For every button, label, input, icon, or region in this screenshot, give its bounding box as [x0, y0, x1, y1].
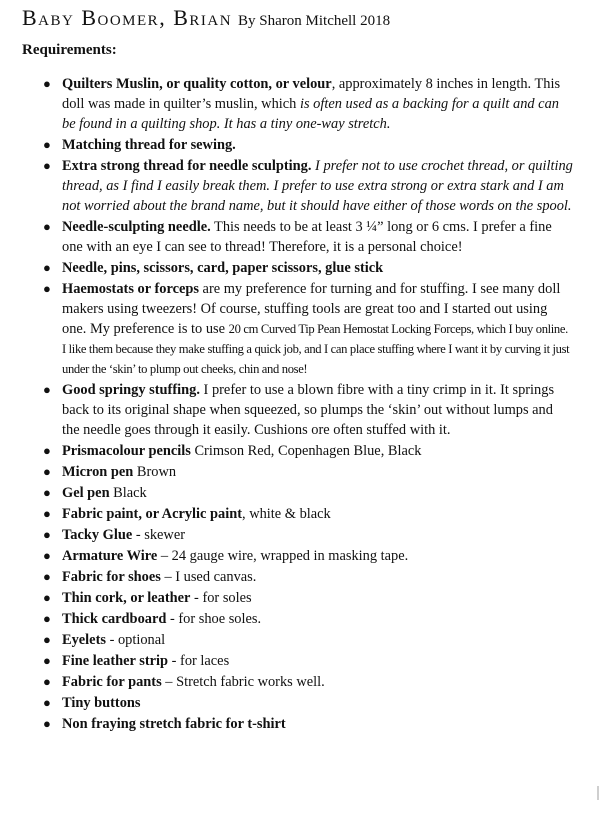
item-bold-text: Haemostats or forceps	[62, 281, 199, 297]
item-bold-text: Eyelets	[62, 632, 106, 648]
item-bold-text: Fabric for pants	[62, 674, 162, 690]
item-plain-text: – I used canvas.	[160, 569, 257, 585]
item-italic-text: I prefer not to use crochet thread, or quilting thread, as I find I easily break them. I prefer to use extra strong or extra stark and I am not worried about the brand name, but it should have either of those words on the spool.	[62, 158, 573, 214]
item-bold-text: Needle-sculpting needle.	[62, 219, 211, 235]
item-bold-text: Prismacolour pencils	[62, 443, 191, 459]
requirement-item-muslin	[43, 74, 573, 134]
requirements-list	[43, 74, 573, 735]
requirement-item-needle-pins-scissors	[43, 258, 573, 278]
bullet-icon: ●	[43, 506, 51, 521]
scan-edge-mark	[597, 786, 599, 800]
item-plain-text: Black	[109, 485, 147, 501]
requirement-item-needle-sculpting-needle	[43, 217, 573, 257]
requirement-item-thin-cork	[43, 588, 573, 608]
bullet-icon: ●	[43, 443, 51, 458]
item-bold-text: Good springy stuffing.	[62, 382, 200, 398]
bullet-icon: ●	[43, 548, 51, 563]
item-bold-text: Thin cork, or leather	[62, 590, 191, 606]
item-plain-text: - for soles	[190, 590, 252, 606]
item-plain-text: - for laces	[168, 653, 230, 669]
bullet-icon: ●	[43, 674, 51, 689]
item-bold-text: Matching thread for sewing.	[62, 137, 236, 153]
item-plain-text: Brown	[133, 464, 177, 480]
item-plain-text: , white & black	[242, 506, 331, 522]
bullet-icon: ●	[43, 219, 51, 234]
bullet-icon: ●	[43, 527, 51, 542]
requirement-item-thick-cardboard	[43, 609, 573, 629]
item-bold-text: Extra strong thread for needle sculpting.	[62, 158, 312, 174]
item-plain-text: , approximately 8 inches in length. This doll was made in quilter’s muslin, which	[62, 76, 561, 112]
bullet-icon: ●	[43, 611, 51, 626]
requirement-item-springy-stuffing	[43, 380, 573, 440]
bullet-icon: ●	[43, 569, 51, 584]
bullet-icon: ●	[43, 695, 51, 710]
item-bold-text: Armature Wire	[62, 548, 158, 564]
item-bold-text: Thick cardboard	[62, 611, 167, 627]
requirement-item-tiny-buttons	[43, 693, 573, 713]
bullet-icon: ●	[43, 485, 51, 500]
author-byline: By Sharon Mitchell 2018	[238, 13, 391, 29]
bullet-icon: ●	[43, 76, 51, 91]
requirement-item-fabric-for-shoes	[43, 567, 573, 587]
item-bold-text: Quilters Muslin, or quality cotton, or velour	[62, 76, 332, 92]
requirement-item-fabric-for-pants	[43, 672, 573, 692]
bullet-icon: ●	[43, 158, 51, 173]
document-title	[22, 5, 390, 31]
item-plain-text: This needs to be at least 3 ¼” long or 6 cms. I prefer a fine one with an eye I can see to thread! Therefore, it is a personal choice!	[62, 219, 552, 255]
item-bold-text: Tacky Glue	[62, 527, 133, 543]
requirement-item-prismacolour-pencils	[43, 441, 573, 461]
item-bold-text: Fine leather strip	[62, 653, 169, 669]
item-bold-text: Gel pen	[62, 485, 110, 501]
bullet-icon: ●	[43, 382, 51, 397]
requirement-item-tacky-glue	[43, 525, 573, 545]
item-plain-text: - skewer	[132, 527, 185, 543]
doll-name-title: Baby Boomer, Brian	[22, 5, 233, 30]
item-bold-text: Non fraying stretch fabric for t-shirt	[62, 716, 286, 732]
bullet-icon: ●	[43, 716, 51, 731]
bullet-icon: ●	[43, 137, 51, 152]
requirement-item-stretch-fabric-tshirt	[43, 714, 573, 734]
item-plain-text: are my preference for turning and for stuffing. I see many doll makers using tweezers! Of course, stuffing tools are great too and I started out using one. My preference is to use	[62, 281, 561, 337]
requirement-item-fine-leather-strip	[43, 651, 573, 671]
item-bold-text: Tiny buttons	[62, 695, 141, 711]
item-bold-text: Needle, pins, scissors, card, paper scissors, glue stick	[62, 260, 384, 276]
bullet-icon: ●	[43, 281, 51, 296]
item-bold-text: Micron pen	[62, 464, 134, 480]
bullet-icon: ●	[43, 632, 51, 647]
requirement-item-matching-thread	[43, 135, 573, 155]
item-plain-text: Crimson Red, Copenhagen Blue, Black	[190, 443, 422, 459]
item-plain-text: - for shoe soles.	[166, 611, 262, 627]
requirement-item-haemostats	[43, 279, 573, 379]
requirement-item-eyelets	[43, 630, 573, 650]
bullet-icon: ●	[43, 590, 51, 605]
requirements-heading: Requirements:	[22, 42, 117, 58]
bullet-icon: ●	[43, 260, 51, 275]
item-plain-text: - optional	[105, 632, 166, 648]
requirement-item-armature-wire	[43, 546, 573, 566]
item-italic-text: is often used as a backing for a quilt and can be found in a quilting shop. It has a tiny one-way stretch.	[62, 96, 559, 132]
requirement-item-extra-strong-thread	[43, 156, 573, 216]
requirement-item-gel-pen	[43, 483, 573, 503]
requirement-item-micron-pen	[43, 462, 573, 482]
item-plain-text: I prefer to use a blown fibre with a tiny crimp in it. It springs back to its original shape when squeezed, so plumps the ‘skin’ out without lumps and the needle goes through it easily. Cushions ore often stuffed with it.	[62, 382, 555, 438]
bullet-icon: ●	[43, 653, 51, 668]
bullet-icon: ●	[43, 464, 51, 479]
requirement-item-fabric-paint	[43, 504, 573, 524]
item-bold-text: Fabric paint, or Acrylic paint	[62, 506, 243, 522]
item-plain-text: – Stretch fabric works well.	[161, 674, 325, 690]
item-small-text: 20 cm Curved Tip Pean Hemostat Locking Forceps, which I buy online. I like them because they make stuffing a quick job, and I can place stuffing where I want it by curving it just under the ‘skin’ to plump out cheeks, chin and nose!	[62, 322, 570, 376]
item-plain-text: – 24 gauge wire, wrapped in masking tape.	[157, 548, 409, 564]
item-bold-text: Fabric for shoes	[62, 569, 161, 585]
